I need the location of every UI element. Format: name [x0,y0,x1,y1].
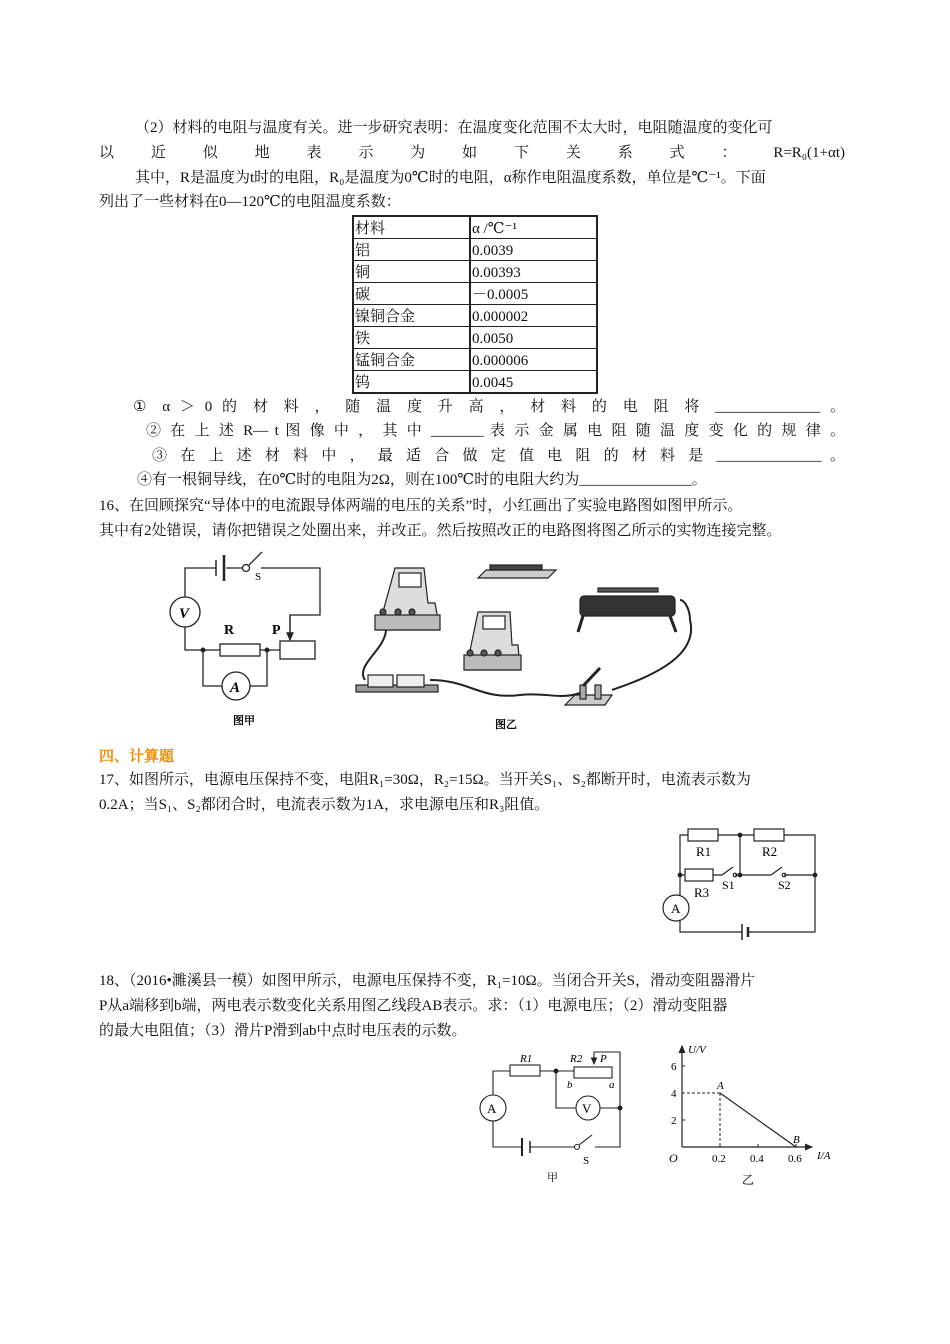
x-axis-label: I/A [817,1150,831,1162]
q16-apparatus-photo [356,565,691,705]
y-tick-label: 4 [671,1088,677,1100]
voltmeter-label: V [179,606,190,622]
q17-circuit-diagram [663,829,817,940]
ammeter-label: A [230,680,241,696]
q15-paragraph-1: （2）材料的电阻与温度有关。进一步研究表明：在温度变化范围不太大时，电阻随温度的变化可 [135,120,773,136]
y-axis-label: U/V [688,1044,706,1056]
figure-a-caption: 甲 [547,1172,558,1184]
segment-ab [720,1093,796,1147]
table-cell: －0.0005 [470,283,597,305]
table-cell: 碳 [353,283,470,305]
point-label: A [717,1080,724,1092]
figure-b-caption: 图乙 [495,719,517,731]
table-cell: 铝 [353,239,470,261]
r1-label: R1 [520,1053,533,1065]
voltmeter-device [464,612,521,670]
voltmeter-label: V [582,1101,592,1116]
resistor-device [478,565,556,578]
table-cell: 铁 [353,327,470,349]
battery-device [356,675,438,692]
y-tick-label: 2 [671,1115,677,1127]
table-cell: 0.000006 [470,349,597,371]
q15-sub-question-4: ④有一根铜导线，在0℃时的电阻为2Ω，则在100℃时的电阻大约为_______________。 [137,472,707,488]
switch-s-label: S [255,571,262,583]
q15-sub-question-1: ① α ＞ 0 的 材 料 ， 随 温 度 升 高 ， 材 料 的 电 阻 将 ______________ 。 [133,399,845,415]
q16-line-1: 16、在回顾探究“导体中的电流跟导体两端的电压的关系”时，小红画出了实验电路图如图甲所示。 [99,498,743,514]
table-cell: 0.0045 [470,371,597,394]
section-heading: 四、计算题 [99,747,175,765]
q15-paragraph-2: 以 近 似 地 表 示 为 如 下 关 系 式 ： R=R₀(1+αt) [99,145,845,161]
resistor-r-label: R [224,623,235,638]
y-tick-label: 6 [671,1061,677,1073]
q18-line-2: P从a端移到b端，两电表示数变化关系用图乙线段AB表示。求：（1）电源电压；（2）滑动变阻器 [99,998,728,1014]
switch-s-label: S [583,1155,590,1167]
r3-label: R3 [694,885,710,900]
table-cell: 镍铜合金 [353,305,470,327]
table-cell: 钨 [353,371,470,394]
table-cell: 0.0039 [470,239,597,261]
s1-label: S1 [722,878,735,892]
ammeter-label: A [671,901,681,916]
q15-sub-question-2: ② 在 上 述 R— t 图 像 中 ， 其 中 _______ 表 示 金 属 电 阻 随 温 度 变 化 的 规 律 。 [146,423,845,439]
x-tick-label: 0.6 [788,1153,802,1165]
q16-circuit-diagram-a [170,552,320,700]
origin-label: O [669,1151,678,1165]
table-header: α /℃⁻¹ [470,216,597,239]
s2-label: S2 [778,878,791,892]
table-cell: 0.0050 [470,327,597,349]
x-tick-label: 0.4 [750,1153,764,1165]
table-cell: 0.00393 [470,261,597,283]
end-b-label: b [567,1079,573,1091]
rheostat-device [578,588,676,632]
q17-line-2: 0.2A；当S₁、S₂都闭合时，电流表示数为1A，求电源电压和R₃阻值。 [99,797,550,813]
graph-caption: 乙 [742,1173,755,1187]
ammeter-label: A [487,1101,497,1116]
q18-line-1: 18、（2016•濉溪县一模）如图甲所示，电源电压保持不变，R₁=10Ω。当闭合开关S，滑动变阻器滑片 [99,973,755,989]
x-tick-label: 0.2 [712,1153,726,1165]
slider-p-label: P [272,623,281,638]
q18-ui-graph [669,1044,831,1187]
q16-line-2: 其中有2处错误，请你把错误之处圈出来，并改正。然后按照改正的电路图将图乙所示的实物连接完整。 [99,523,782,539]
end-a-label: a [609,1079,615,1091]
slider-p-label: P [600,1053,607,1065]
r1-label: R1 [696,844,712,859]
q18-circuit-diagram [480,1052,622,1156]
r2-label: R2 [762,844,778,859]
q17-line-1: 17、如图所示，电源电压保持不变，电阻R₁=30Ω，R₂=15Ω。当开关S₁、S₂都断开时，电流表示数为 [99,772,751,788]
q18-line-3: 的最大电阻值；（3）滑片P滑到ab中点时电压表的示数。 [99,1023,467,1039]
figure-a-caption: 图甲 [233,715,255,727]
q15-sub-question-3: ③ 在 上 述 材 料 中 ， 最 适 合 做 定 值 电 阻 的 材 料 是 ______________ 。 [152,448,845,464]
switch-device [565,668,612,705]
r2-label: R2 [570,1053,583,1065]
table-cell: 锰铜合金 [353,349,470,371]
q15-paragraph-3: 其中，R是温度为t时的电阻，R₀是温度为0℃时的电阻，α称作电阻温度系数，单位是℃⁻¹。下面 [135,170,766,186]
point-label: B [793,1134,800,1146]
ammeter-device [375,568,440,630]
table-header: 材料 [353,216,470,239]
table-cell: 0.000002 [470,305,597,327]
q15-paragraph-4: 列出了一些材料在0—120℃的电阻温度系数： [99,194,401,210]
table-cell: 铜 [353,261,470,283]
